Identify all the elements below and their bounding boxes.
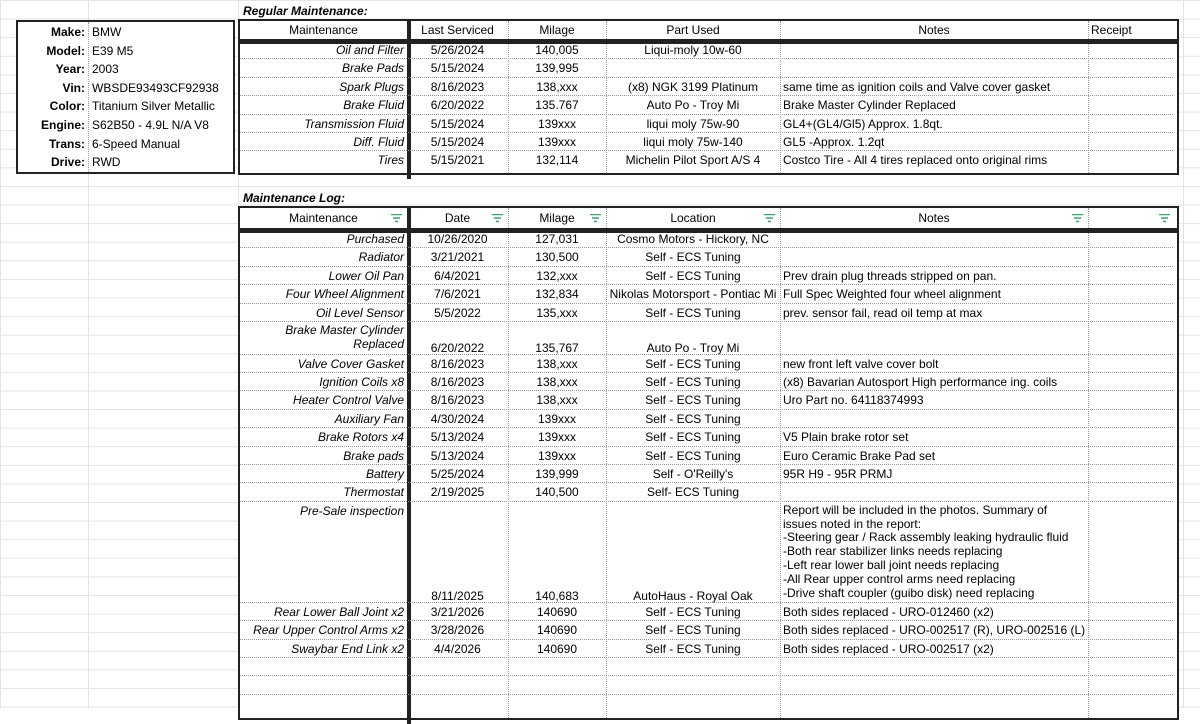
log-cell: Self - ECS Tuning [645, 268, 741, 283]
log-cell: Self - ECS Tuning [645, 305, 741, 320]
grid-line [240, 409, 1173, 410]
grid-line [240, 427, 1173, 428]
regular-header-2: Milage [539, 23, 575, 37]
vehicle-field-label: Trans: [48, 136, 85, 151]
filter-icon[interactable] [1072, 214, 1083, 223]
log-cell: 138,xxx [536, 393, 578, 408]
regular-cell: 5/26/2024 [430, 43, 485, 57]
regular-cell: 8/16/2023 [430, 79, 485, 94]
regular-cell: Liqui-moly 10w-60 [644, 43, 742, 57]
regular-cell: 132,114 [535, 153, 579, 168]
regular-cell: 5/15/2024 [430, 135, 485, 149]
log-cell: Lower Oil Pan [328, 268, 404, 283]
regular-cell: (x8) NGK 3199 Platinum [627, 79, 759, 94]
log-cell: 135,xxx [536, 305, 578, 320]
log-notes-cell: Both sides replaced - URO-012460 (x2) [783, 604, 994, 619]
regular-cell: 139xxx [537, 135, 577, 149]
vehicle-field-value: 2003 [92, 62, 119, 77]
log-notes-cell: Euro Ceramic Brake Pad set [783, 448, 936, 463]
log-cell: Self - ECS Tuning [645, 356, 741, 371]
grid-line [240, 95, 1173, 96]
regular-cell: 139xxx [537, 116, 577, 131]
regular-cell: 139,995 [535, 61, 579, 76]
regular-cell [606, 61, 780, 77]
regular-cell: 140,005 [535, 43, 579, 57]
log-cell: Pre-Sale inspection [299, 503, 404, 518]
regular-cell: Brake Pads [341, 61, 404, 76]
regular-cell: 5/15/2024 [430, 61, 485, 76]
regular-cell: Diff. Fluid [353, 135, 404, 149]
grid-line [240, 247, 1173, 248]
grid-line [240, 602, 1173, 603]
grid-line [240, 77, 1173, 78]
grid-line [240, 675, 1173, 676]
log-cell: 140690 [536, 604, 578, 619]
vehicle-field-value: RWD [92, 155, 121, 170]
regular-header-3: Part Used [666, 23, 720, 37]
vehicle-info-table [16, 20, 235, 174]
grid-line [240, 390, 1173, 391]
log-cell: Auxiliary Fan [334, 411, 404, 426]
log-cell: 3/21/2021 [430, 250, 485, 265]
filter-icon[interactable] [764, 214, 775, 223]
log-cell: Self - ECS Tuning [645, 375, 741, 389]
regular-cell: same time as ignition coils and Valve cover gasket [783, 79, 1051, 94]
grid-line [240, 354, 1173, 355]
regular-cell [780, 43, 1088, 59]
regular-cell [1088, 135, 1175, 151]
regular-header-5: Receipt [1091, 23, 1132, 37]
log-header-3: Location [670, 211, 716, 225]
regular-cell [1088, 80, 1175, 96]
log-notes-cell: Prev drain plug threads stripped on pan. [783, 268, 997, 283]
log-cell: 4/4/2026 [434, 641, 481, 656]
log-cell: 2/19/2025 [430, 485, 485, 500]
vehicle-field-label: Year: [55, 62, 85, 77]
log-cell: Thermostat [343, 485, 404, 500]
log-cell: 5/13/2024 [430, 448, 485, 463]
maintenance-log-title: Maintenance Log: [243, 191, 346, 205]
log-notes-cell [780, 412, 1088, 428]
vehicle-field-value: WBSDE93493CF92938 [92, 80, 219, 95]
log-cell: 139xxx [537, 448, 577, 463]
log-cell: 127,031 [535, 232, 579, 246]
log-cell: 10/26/2020 [427, 232, 488, 246]
log-cell: Self - ECS Tuning [645, 641, 741, 656]
log-notes-cell [780, 250, 1088, 266]
log-cell: 138,xxx [536, 375, 578, 389]
log-cell: Purchased [346, 232, 404, 246]
grid-line [240, 58, 1173, 59]
vehicle-field-label: Vin: [62, 80, 85, 95]
log-cell: 4/30/2024 [430, 411, 485, 426]
grid-line [240, 266, 1173, 267]
log-notes-cell [780, 232, 1088, 248]
log-header-4: Notes [918, 211, 950, 225]
filter-icon[interactable] [590, 214, 601, 223]
log-cell: Self - ECS Tuning [645, 448, 741, 463]
log-cell: 5/25/2024 [430, 467, 485, 481]
log-cell: 138,xxx [536, 356, 578, 371]
regular-maintenance-title: Regular Maintenance: [243, 4, 368, 18]
grid-line [240, 464, 1173, 465]
regular-cell: 6/20/2022 [430, 98, 485, 113]
grid-line [240, 303, 1173, 304]
vehicle-field-label: Drive: [50, 155, 85, 170]
log-notes-cell: Full Spec Weighted four wheel alignment [783, 287, 1001, 302]
log-cell: Self - ECS Tuning [645, 623, 741, 638]
log-cell: Self - O'Reilly's [652, 467, 734, 481]
regular-cell [1088, 98, 1175, 114]
vehicle-field-value: 6-Speed Manual [92, 136, 181, 151]
log-cell: Swaybar End Link x2 [291, 641, 404, 656]
grid-line [240, 446, 1173, 447]
log-cell: 132,xxx [536, 268, 578, 283]
grid-line [240, 694, 1173, 695]
log-cell: 8/16/2023 [430, 393, 485, 408]
log-cell: Auto Po - Troy Mi [646, 340, 740, 355]
maintenance-log-table [238, 206, 1179, 720]
vehicle-field-value: E39 M5 [92, 43, 134, 58]
filter-icon[interactable] [391, 214, 402, 223]
log-cell: 130,500 [535, 250, 579, 265]
log-header-1: Date [444, 211, 471, 225]
log-cell: 140690 [536, 641, 578, 656]
regular-cell [1088, 61, 1175, 77]
log-notes-cell [780, 324, 1088, 355]
log-cell: Brake Rotors x4 [317, 430, 404, 445]
log-cell: Ignition Coils x8 [319, 375, 404, 389]
grid-line [240, 639, 1173, 640]
log-notes-cell: new front left valve cover bolt [783, 356, 939, 371]
grid-line [240, 114, 1173, 115]
regular-header-4: Notes [918, 23, 950, 37]
regular-cell: 5/15/2024 [430, 116, 485, 131]
log-cell: Nikolas Motorsport - Pontiac Mi [609, 287, 777, 302]
regular-cell [1088, 117, 1175, 133]
log-cell: Self - ECS Tuning [645, 250, 741, 265]
log-cell: AutoHaus - Royal Oak [633, 588, 753, 603]
regular-cell: Brake Fluid [343, 98, 404, 113]
vehicle-field-value: Titanium Silver Metallic [92, 99, 215, 114]
log-notes-cell: Both sides replaced - URO-002517 (R), URO-002516 (L) [783, 623, 1086, 638]
vehicle-field-value: S62B50 - 4.9L N/A V8 [92, 118, 209, 132]
log-cell: 6/4/2021 [434, 268, 481, 283]
log-cell: 3/28/2026 [430, 623, 485, 638]
log-cell: 140,500 [535, 485, 579, 500]
log-notes-cell: prev. sensor fail, read oil temp at max [783, 305, 983, 320]
regular-cell: Brake Master Cylinder Replaced [783, 98, 956, 113]
log-cell: 7/6/2021 [434, 287, 481, 302]
regular-cell: GL4+(GL4/Gl5) Approx. 1.8qt. [783, 116, 943, 131]
vehicle-field-label: Engine: [41, 118, 85, 132]
log-notes-cell: 95R H9 - 95R PRMJ [783, 467, 893, 481]
grid-line [240, 620, 1173, 621]
regular-cell: liqui moly 75w-140 [643, 135, 743, 149]
regular-cell: Michelin Pilot Sport A/S 4 [625, 153, 761, 168]
log-cell: Battery [365, 467, 404, 481]
log-cell: Radiator [358, 250, 404, 265]
log-cell: Heater Control Valve [293, 393, 404, 408]
grid-line [240, 284, 1173, 285]
log-cell: 139xxx [537, 411, 577, 426]
grid-line [240, 372, 1173, 373]
log-notes-cell: Both sides replaced - URO-002517 (x2) [783, 641, 994, 656]
log-notes-cell: Uro Part no. 64118374993 [783, 393, 924, 408]
regular-header-0: Maintenance [289, 23, 358, 37]
log-cell: 135,767 [535, 340, 579, 355]
regular-cell: 138,xxx [536, 79, 578, 94]
log-notes-cell: (x8) Bavarian Autosport High performance ing. coils [783, 375, 1058, 389]
grid-line [240, 501, 1173, 502]
log-cell: Self - ECS Tuning [645, 430, 741, 445]
log-cell: Self - ECS Tuning [645, 604, 741, 619]
log-cell: 140,683 [535, 588, 579, 603]
log-cell: 5/13/2024 [430, 430, 485, 445]
log-cell: Oil Level Sensor [315, 305, 404, 320]
log-cell: 139xxx [537, 430, 577, 445]
log-header-2: Milage [539, 211, 575, 225]
log-header-0: Maintenance [289, 211, 358, 225]
log-cell: 139,999 [535, 467, 579, 481]
regular-cell: Costco Tire - All 4 tires replaced onto original rims [783, 153, 1048, 168]
regular-cell: Spark Plugs [339, 79, 404, 94]
grid-line [240, 482, 1173, 483]
regular-cell: Transmission Fluid [304, 116, 404, 131]
log-cell: Brake pads [343, 448, 404, 463]
filter-icon[interactable] [1159, 214, 1170, 223]
log-cell: 5/5/2022 [434, 305, 481, 320]
regular-cell: liqui moly 75w-90 [646, 116, 740, 131]
log-notes-cell: Report will be included in the photos. Summary of issues noted in the report: -Steering gear / Rack assembly leaking hydraulic fluid -Both rear stabilizer links needs replacing -Left rear lower ball joint needs replacing -All Rear upper control arms need replacing -Drive shaft coupler (guibo disk) need replacing [783, 503, 1069, 600]
log-cell: 8/11/2025 [431, 588, 484, 603]
log-cell: 8/16/2023 [430, 375, 485, 389]
log-cell: Self - ECS Tuning [645, 411, 741, 426]
regular-cell [1088, 43, 1175, 59]
regular-cell: 135.767 [535, 98, 579, 113]
log-cell: Four Wheel Alignment [285, 287, 404, 302]
vehicle-field-label: Make: [50, 25, 85, 39]
vehicle-field-label: Model: [46, 43, 85, 58]
filter-icon[interactable] [492, 214, 503, 223]
log-cell: Rear Upper Control Arms x2 [253, 623, 404, 638]
regular-cell [780, 61, 1088, 77]
regular-cell: Tires [377, 153, 404, 168]
log-cell: 6/20/2022 [430, 340, 485, 355]
log-cell: 8/16/2023 [430, 356, 485, 371]
log-cell: Brake Master Cylinder Replaced [285, 324, 404, 351]
regular-maintenance-table [238, 19, 1179, 175]
regular-header-1: Last Serviced [421, 23, 494, 37]
grid-line [240, 321, 1173, 322]
log-notes-cell: V5 Plain brake rotor set [783, 430, 909, 445]
grid-line [240, 657, 1173, 658]
vehicle-field-label: Color: [49, 99, 85, 114]
vehicle-field-value: BMW [92, 25, 122, 39]
log-cell: 3/21/2026 [430, 604, 485, 619]
log-cell: Valve Cover Gasket [297, 356, 404, 371]
regular-cell: GL5 -Approx. 1.2qt [783, 135, 885, 149]
log-cell: Self- ECS Tuning [646, 485, 740, 500]
log-cell: 140690 [536, 623, 578, 638]
log-notes-cell [780, 485, 1088, 501]
log-cell: 132,834 [535, 287, 579, 302]
regular-cell: Auto Po - Troy Mi [646, 98, 740, 113]
regular-cell: 5/15/2021 [430, 153, 485, 168]
regular-cell [1088, 153, 1175, 169]
regular-cell: Oil and Filter [335, 43, 404, 57]
grid-line [240, 132, 1173, 133]
log-cell: Rear Lower Ball Joint x2 [273, 604, 404, 619]
log-cell: Self - ECS Tuning [645, 393, 741, 408]
log-cell: Cosmo Motors - Hickory, NC [617, 232, 769, 246]
grid-line [240, 150, 1173, 151]
